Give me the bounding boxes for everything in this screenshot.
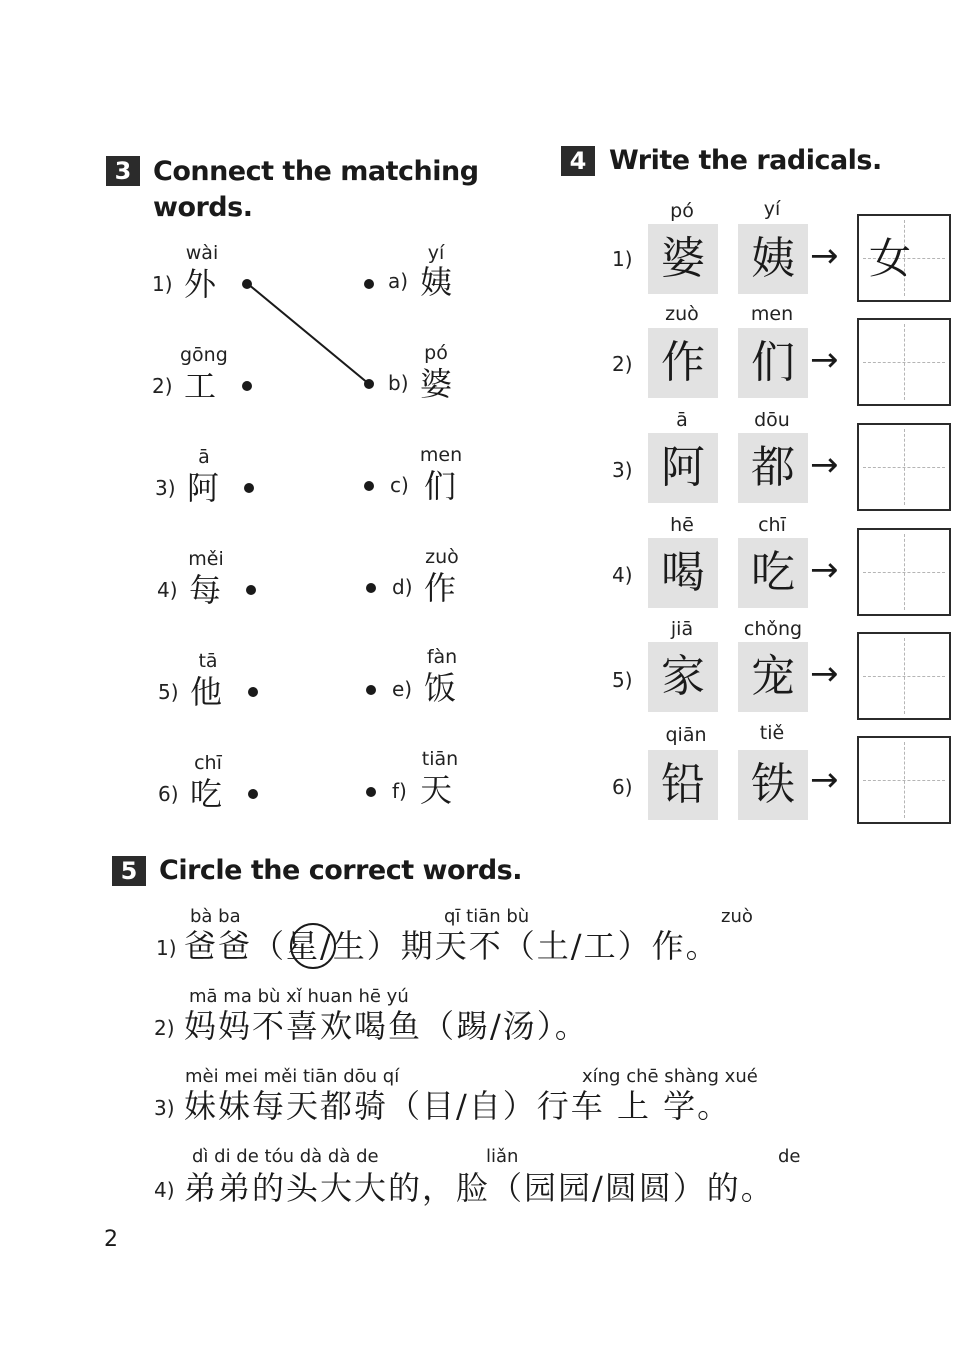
right-connect-dot[interactable] — [366, 787, 376, 797]
section3-title-line1: Connect the matching — [153, 156, 479, 187]
section3-title-line2: words. — [153, 192, 253, 223]
section4-number-badge: 4 — [561, 146, 595, 176]
right-item-char: 们 — [424, 467, 457, 505]
left-item-pinyin: měi — [188, 548, 224, 570]
radical-char-tile: 家 — [648, 642, 718, 712]
sentence-pinyin: mèi mei měi tiān dōu qí — [185, 1066, 400, 1087]
left-connect-dot[interactable] — [242, 279, 252, 289]
left-item-char: 外 — [184, 265, 217, 303]
right-connect-dot[interactable] — [364, 481, 374, 491]
left-item-pinyin: chī — [194, 752, 222, 774]
right-item-pinyin: fàn — [426, 646, 458, 668]
right-item-label: c) — [390, 473, 409, 497]
radical-char-tile: 都 — [738, 433, 808, 503]
radical-pinyin-2: dōu — [754, 409, 790, 431]
left-item-label: 6) — [158, 782, 179, 806]
sentence-label: 3) — [154, 1096, 175, 1120]
radical-answer-text — [859, 425, 949, 509]
page-number: 2 — [104, 1227, 118, 1252]
left-item-label: 3) — [155, 476, 176, 500]
sentence-pinyin: bà ba — [190, 906, 241, 927]
left-item-char: 阿 — [187, 469, 220, 507]
left-item-label: 2) — [152, 374, 173, 398]
left-item-label: 1) — [152, 272, 173, 296]
right-arrow-icon: → — [810, 445, 839, 485]
sentence-pinyin: mā ma bù xǐ huan hē yú — [189, 986, 409, 1007]
section3-number-badge: 3 — [106, 156, 140, 186]
sentence-pinyin: qī tiān bù — [444, 906, 530, 927]
sentence-pinyin: dì di de tóu dà dà de — [192, 1146, 379, 1167]
right-item-char: 作 — [424, 569, 457, 607]
radical-pinyin-2: yí — [763, 198, 781, 220]
radical-char-tile: 铁 — [738, 750, 808, 820]
left-connect-dot[interactable] — [248, 789, 258, 799]
radical-char-tile: 阿 — [648, 433, 718, 503]
answer-circle — [290, 923, 336, 969]
radical-char-tile: 婆 — [648, 224, 718, 294]
radical-char-tile: 喝 — [648, 538, 718, 608]
radical-char-tile: 吃 — [738, 538, 808, 608]
radical-char-tile: 姨 — [738, 224, 808, 294]
left-item-char: 他 — [190, 673, 223, 711]
left-connect-dot[interactable] — [248, 687, 258, 697]
radical-row-label: 1) — [612, 247, 633, 271]
radical-char-tile: 作 — [648, 328, 718, 398]
left-item-pinyin: wài — [185, 242, 219, 264]
right-arrow-icon: → — [810, 340, 839, 380]
right-item-pinyin: pó — [424, 342, 448, 364]
section4-title: Write the radicals. — [609, 145, 882, 176]
radical-char-tile: 铅 — [648, 750, 718, 820]
sentence-pinyin: de — [778, 1146, 801, 1167]
left-item-label: 5) — [158, 680, 179, 704]
right-connect-dot[interactable] — [364, 279, 374, 289]
radical-pinyin-1: hē — [670, 514, 694, 536]
left-connect-dot[interactable] — [246, 585, 256, 595]
sentence-label: 4) — [154, 1178, 175, 1202]
radical-answer-box[interactable] — [857, 528, 951, 616]
radical-pinyin-2: tiě — [759, 722, 785, 744]
left-connect-dot[interactable] — [242, 381, 252, 391]
radical-pinyin-1: ā — [676, 409, 688, 431]
sentence-pinyin: liǎn — [486, 1146, 519, 1167]
right-item-pinyin: zuò — [425, 546, 459, 568]
radical-answer-text — [859, 738, 949, 822]
left-item-pinyin: ā — [198, 446, 210, 468]
left-item-pinyin: tā — [198, 650, 218, 672]
right-item-pinyin: men — [419, 444, 463, 466]
right-item-char: 姨 — [420, 263, 453, 301]
sentence-label: 1) — [156, 936, 177, 960]
right-item-pinyin: tiān — [421, 748, 459, 770]
right-item-label: d) — [392, 575, 413, 599]
right-item-pinyin: yí — [427, 242, 445, 264]
right-item-label: a) — [388, 269, 409, 293]
sentence-text: 妈妈不喜欢喝鱼（踢/汤）。 — [184, 1007, 589, 1045]
right-connect-dot[interactable] — [366, 685, 376, 695]
radical-pinyin-2: men — [750, 303, 794, 325]
left-connect-dot[interactable] — [244, 483, 254, 493]
right-item-char: 婆 — [420, 365, 453, 403]
right-arrow-icon: → — [810, 760, 839, 800]
left-item-char: 工 — [184, 367, 217, 405]
sentence-text: 弟弟的头大大的，脸（园园/圆圆）的。 — [184, 1169, 775, 1207]
radical-answer-text — [859, 634, 949, 718]
left-item-char: 每 — [189, 571, 222, 609]
left-item-pinyin: gōng — [180, 344, 228, 366]
right-connect-dot[interactable] — [366, 583, 376, 593]
radical-pinyin-1: jiā — [670, 618, 694, 640]
right-connect-dot[interactable] — [364, 379, 374, 389]
radical-answer-box[interactable] — [857, 423, 951, 511]
radical-pinyin-1: pó — [670, 200, 694, 222]
section5-title: Circle the correct words. — [159, 855, 522, 886]
radical-pinyin-2: chǒng — [743, 618, 803, 640]
right-item-label: f) — [392, 779, 407, 803]
radical-answer-box[interactable] — [857, 736, 951, 824]
right-item-label: e) — [392, 677, 413, 701]
radical-answer-text: 女 — [868, 234, 911, 283]
radical-char-tile: 们 — [738, 328, 808, 398]
radical-answer-text — [859, 320, 949, 404]
right-item-label: b) — [388, 371, 409, 395]
radical-pinyin-1: qiān — [665, 724, 707, 746]
radical-row-label: 3) — [612, 458, 633, 482]
radical-pinyin-1: zuò — [665, 303, 699, 325]
section5-number-badge: 5 — [112, 856, 146, 886]
sentence-text: 妹妹每天都骑（目/自）行车 上 学。 — [184, 1087, 732, 1125]
sentence-pinyin: xíng chē shàng xué — [582, 1066, 758, 1087]
right-arrow-icon: → — [810, 654, 839, 694]
sentence-pinyin: zuò — [721, 906, 753, 927]
left-item-label: 4) — [157, 578, 178, 602]
right-item-char: 天 — [420, 771, 453, 809]
right-item-char: 饭 — [424, 669, 457, 707]
left-item-char: 吃 — [190, 775, 223, 813]
radical-pinyin-2: chī — [758, 514, 786, 536]
radical-answer-box[interactable] — [857, 214, 951, 302]
right-arrow-icon: → — [810, 236, 839, 276]
radical-row-label: 2) — [612, 352, 633, 376]
radical-char-tile: 宠 — [738, 642, 808, 712]
radical-answer-box[interactable] — [857, 318, 951, 406]
radical-row-label: 5) — [612, 668, 633, 692]
radical-row-label: 4) — [612, 563, 633, 587]
radical-answer-text — [859, 530, 949, 614]
sentence-label: 2) — [154, 1016, 175, 1040]
right-arrow-icon: → — [810, 550, 839, 590]
radical-row-label: 6) — [612, 775, 633, 799]
radical-answer-box[interactable] — [857, 632, 951, 720]
sentence-text: 爸爸（星/生）期天不（土/工）作。 — [184, 927, 720, 965]
